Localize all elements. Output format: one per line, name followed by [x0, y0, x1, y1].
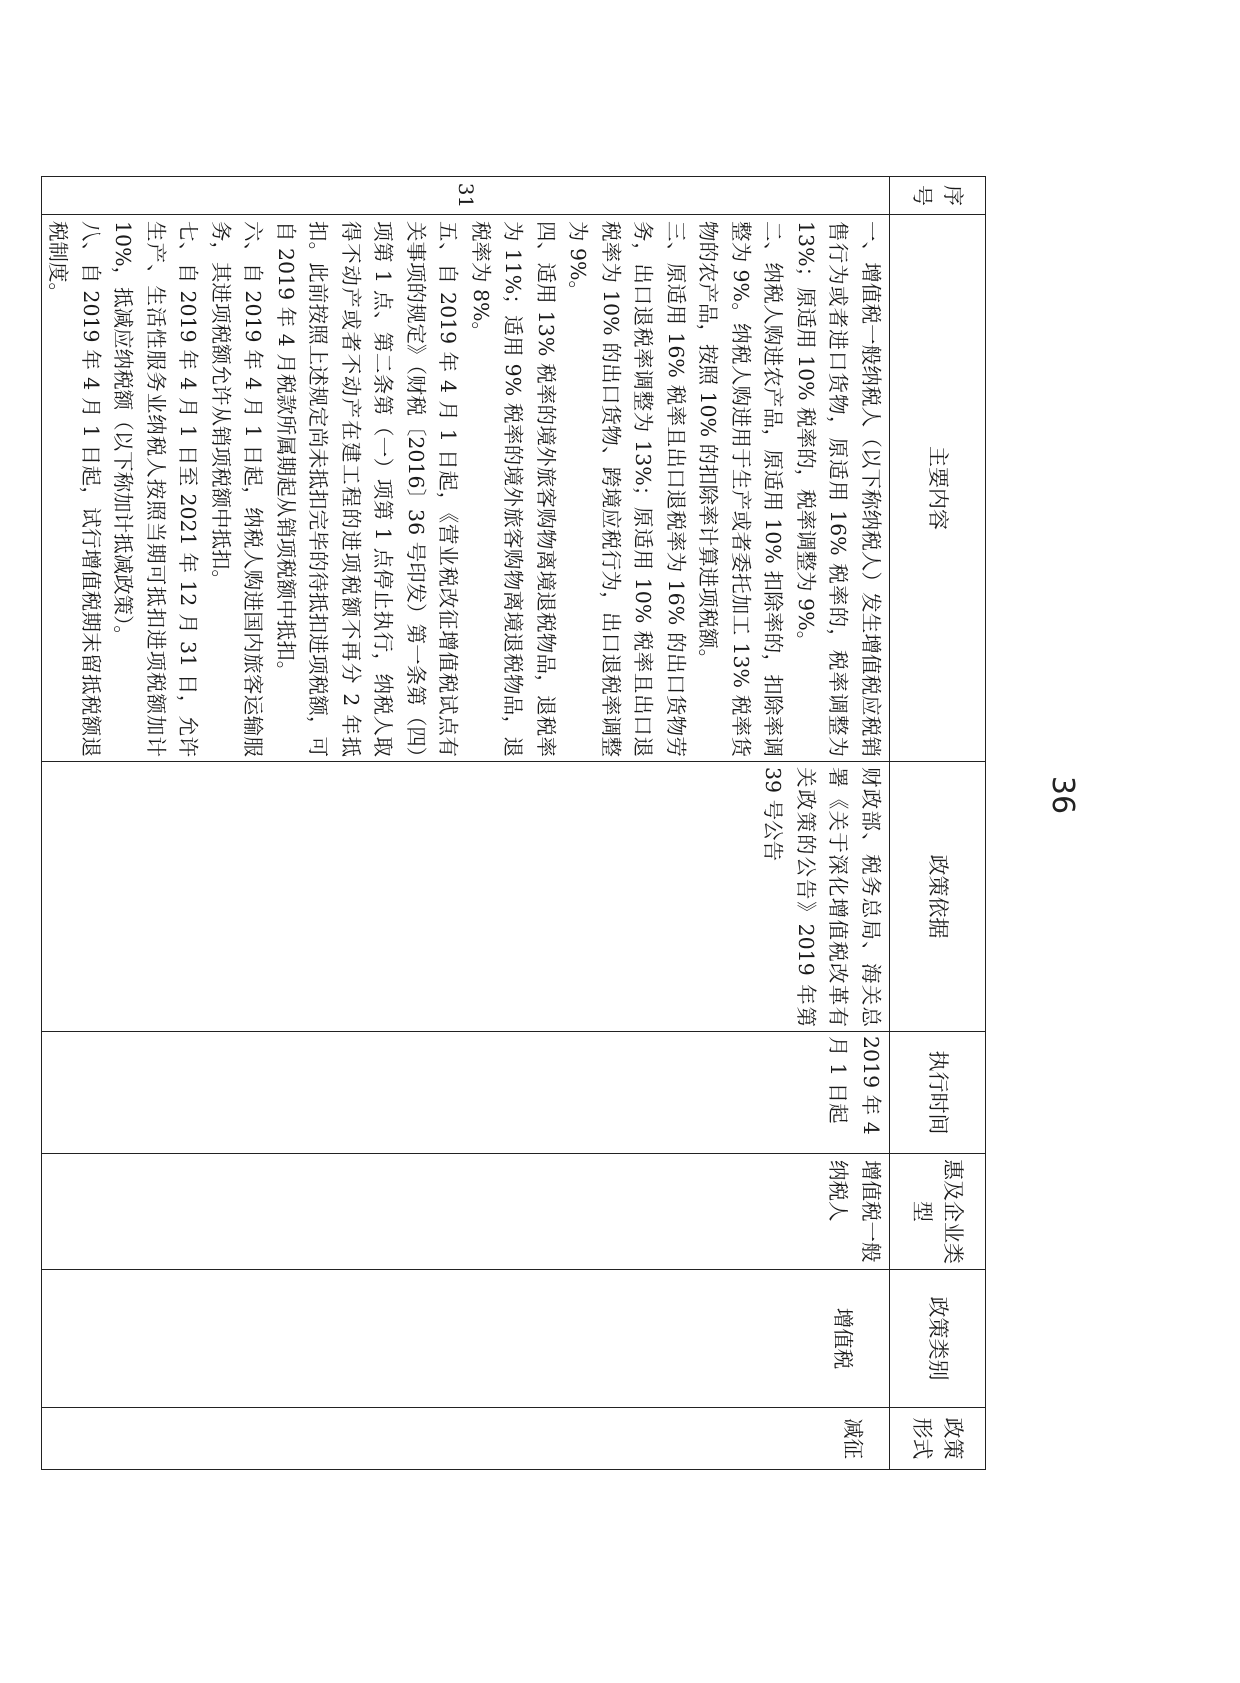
content-item-5: 五、自 2019 年 4 月 1 日起，《营业税改征增值税试点有关事项的规定》（财税〔2016〕36 号印发）第一条第（四）项第 1 点、第二条第（一）项第 1 点停止执行，纳税人取得不动产或者不动产在建工程的进项税额不再分 2 年抵扣。此前按照上述规定尚未抵扣完毕的待抵扣进项税额，可自 2019 年 4 月税款所属期起从销项税额中抵扣。 — [274, 221, 461, 757]
header-time: 执行时间 — [890, 1032, 986, 1154]
header-enterprise-type: 惠及企业类型 — [890, 1154, 986, 1270]
table-row — [42, 177, 890, 1470]
cell-time: 2019 年 4 月 1 日起 — [42, 1032, 890, 1154]
cell-category: 增值税 — [42, 1270, 890, 1408]
header-form: 政策形式 — [890, 1408, 986, 1470]
content-item-2: 二、纳税人购进农产品，原适用 10% 扣除率的，扣除率调整为 9%。纳税人购进用于生产或者委托加工 13% 税率货物的农产品，按照 10% 的扣除率计算进项税额。 — [696, 221, 786, 757]
header-row — [890, 177, 986, 1470]
cell-enterprise-type: 增值税一般纳税人 — [42, 1154, 890, 1270]
header-seq: 序号 — [890, 177, 986, 215]
header-content: 主要内容 — [890, 215, 986, 762]
cell-form: 减征 — [42, 1408, 890, 1470]
page-number: 36 — [1045, 775, 1080, 815]
cell-seq: 31 — [42, 177, 890, 215]
header-basis: 政策依据 — [890, 762, 986, 1032]
content-item-4: 四、适用 13% 税率的境外旅客购物离境退税物品，退税率为 11%；适用 9% 税率的境外旅客购物离境退税物品，退税率为 8%。 — [469, 221, 558, 757]
content-item-1: 一、增值税一般纳税人（以下称纳税人）发生增值税应税销售行为或者进口货物，原适用 16% 税率的，税率调整为 13%；原适用 10% 税率的，税率调整为 9%。 — [794, 221, 883, 757]
rotated-table-sheet — [46, 176, 986, 1460]
content-item-7: 七、自 2019 年 4 月 1 日至 2021 年 12 月 31 日，允许生产、生活性服务业纳税人按照当期可抵扣进项税额加计 10%，抵减应纳税额（以下称加计抵减政策）。 — [111, 221, 201, 757]
cell-content — [42, 215, 890, 762]
content-item-6: 六、自 2019 年 4 月 1 日起，纳税人购进国内旅客运输服务，其进项税额允许从销项税额中抵扣。 — [209, 221, 266, 757]
policy-table — [41, 176, 986, 1470]
content-item-8: 八、自 2019 年 4 月 1 日起，试行增值税期末留抵税额退税制度。 — [46, 221, 103, 757]
cell-basis: 财政部、税务总局、海关总署《关于深化增值税改革有关政策的公告》2019 年第 39 号公告 — [42, 762, 890, 1032]
header-category: 政策类别 — [890, 1270, 986, 1408]
content-item-3: 三、原适用 16% 税率且出口退税率为 16% 的出口货物劳务，出口退税率调整为 13%；原适用 10% 税率且出口退税率为 10% 的出口货物、跨境应税行为，出口退税率调整为 9%。 — [566, 221, 688, 757]
